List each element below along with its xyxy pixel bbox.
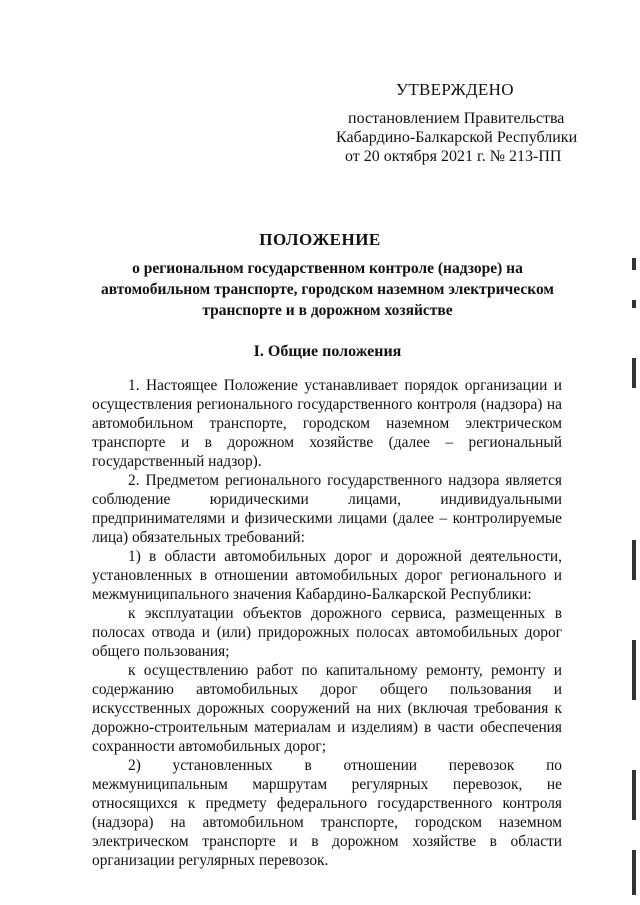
approval-line-2: Кабардино-Балкарской Республики: [336, 129, 578, 146]
approval-line-3: от 20 октября 2021 г. № 213-ПП: [345, 148, 562, 165]
scan-edge-mark: [632, 358, 636, 388]
section-heading: I. Общие положения: [253, 343, 402, 360]
scan-edge-mark: [632, 258, 636, 270]
paragraph-6: 2) установленных в отношении перевозок по межмуниципальным маршрутам регулярных перевозок, не относящихся к предмету федерального государственного контроля (надзора) на автомобильном транспорте, городском наземном электрическом транспорте и в дорожном хозяйстве в области организации регулярных перевозок.: [92, 757, 562, 869]
approval-line-1: постановлением Правительства: [348, 110, 565, 127]
scan-edge-mark: [632, 770, 636, 820]
approval-title: УТВЕРЖДЕНО: [396, 80, 514, 99]
document-title: ПОЛОЖЕНИЕ: [259, 230, 381, 249]
paragraph-2: 2. Предметом регионального государственного надзора является соблюдение юридическими лицами, индивидуальными предпринимателями и физическими лицами (далее – контролируемые лица) обязательных требований:: [92, 472, 562, 546]
paragraph-1: 1. Настоящее Положение устанавливает порядок организации и осуществления регионального государственного контроля (надзора) на автомобильном транспорте, городском наземном электрическом транспорте и в дорожном хозяйстве (далее – региональный государственный надзор).: [92, 377, 562, 470]
scan-edge-mark: [632, 850, 636, 895]
paragraph-4: к эксплуатации объектов дорожного сервиса, размещенных в полосах отвода и (или) придорожных полосах автомобильных дорог общего пользования;: [92, 605, 562, 660]
paragraph-5: к осуществлению работ по капитальному ремонту, ремонту и содержанию автомобильных дорог общего пользования и искусственных дорожных сооружений на них (включая требования к дорожно-строительным материалам и изделиям) в части обеспечения сохранности автомобильных дорог;: [92, 662, 562, 755]
document-subtitle: о региональном государственном контроле (надзоре) на автомобильном транспорте, городском наземном электрическом транспорте и в дорожном хозяйстве: [101, 260, 554, 319]
scan-edge-mark: [632, 540, 636, 580]
document-body: [92, 376, 562, 870]
scan-edge-mark: [632, 640, 636, 700]
paragraph-3: 1) в области автомобильных дорог и дорожной деятельности, установленных в отношении автомобильных дорог регионального и межмуниципального значения Кабардино-Балкарской Республики:: [92, 548, 562, 603]
scan-edge-mark: [632, 300, 636, 308]
